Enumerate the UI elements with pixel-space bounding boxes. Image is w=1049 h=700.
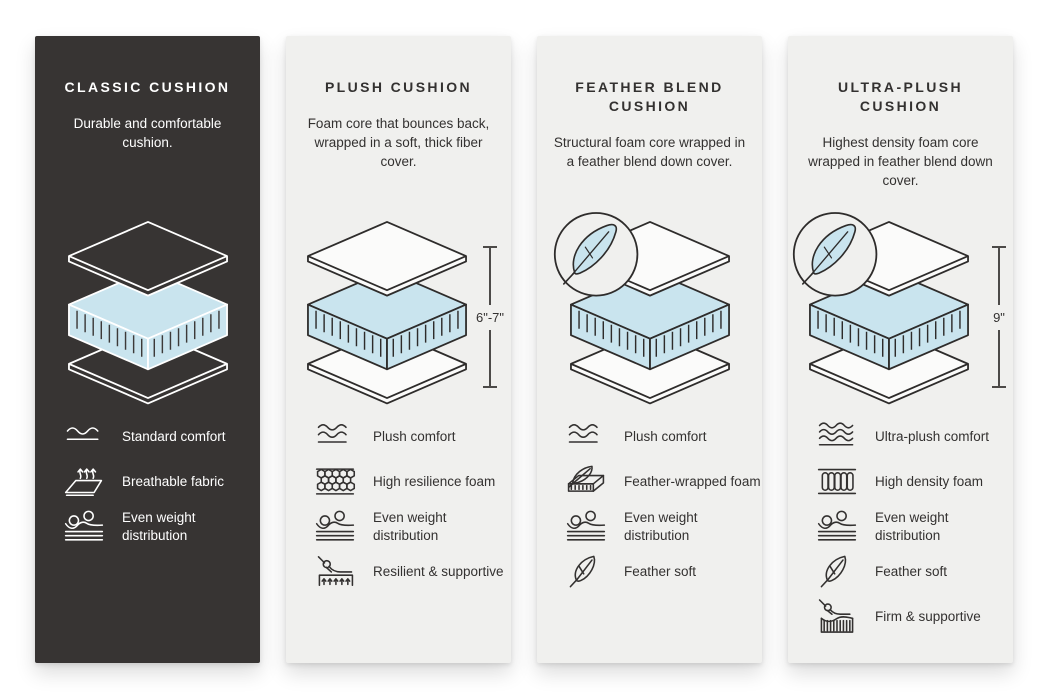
honeycomb-icon	[312, 463, 358, 500]
feature-label: Breathable fabric	[122, 473, 225, 489]
dimension-line	[489, 248, 491, 305]
feature-row	[61, 504, 260, 549]
feature-row	[312, 504, 511, 549]
cushion-illustration	[286, 204, 511, 406]
layered-cushion-graphic	[790, 204, 988, 407]
thickness-label: 9"	[993, 309, 1005, 325]
panel-description: Foam core that bounces back, wrapped in a soft, thick fiber cover.	[307, 115, 490, 170]
thickness-label: 6"-7"	[475, 309, 504, 325]
dimension-line	[998, 330, 1000, 387]
feature-label: Even weight distribution	[624, 510, 698, 543]
layered-cushion-graphic	[49, 204, 247, 407]
feather-icon	[814, 553, 860, 590]
feature-row	[814, 459, 1013, 504]
cushion-illustration	[788, 204, 1013, 406]
feature-label: Ultra-plush comfort	[875, 428, 990, 444]
even-weight-icon	[563, 508, 609, 545]
thickness-dimension	[476, 246, 504, 388]
density-foam-icon	[814, 463, 860, 500]
cushion-illustration	[35, 204, 260, 406]
dimension-line	[998, 248, 1000, 305]
feature-label: High density foam	[875, 473, 984, 489]
panel-ultra-plush-cushion	[788, 36, 1013, 663]
feature-row	[61, 414, 260, 459]
panel-title: PLUSH CUSHION	[324, 79, 473, 95]
thickness-dimension	[992, 246, 1006, 388]
person-mattress-icon	[814, 598, 860, 635]
feature-list	[788, 414, 1013, 639]
feature-list	[35, 414, 260, 549]
cushion-illustration	[537, 204, 762, 406]
panel-header	[35, 76, 260, 204]
feature-row	[814, 504, 1013, 549]
layered-cushion-graphic	[551, 204, 749, 407]
feather-foam-icon	[563, 463, 609, 500]
feather-icon	[563, 553, 609, 590]
panel-description: Structural foam core wrapped in a feather blend down cover.	[553, 134, 746, 169]
feature-label: High resilience foam	[373, 473, 496, 489]
feature-label: Even weight distribution	[122, 510, 196, 543]
even-weight-icon	[814, 508, 860, 545]
feature-row	[563, 549, 762, 594]
feature-label: Feather-wrapped foam	[624, 473, 761, 489]
panel-title: ULTRA-PLUSH CUSHION	[838, 79, 963, 114]
waves-3-icon	[814, 418, 860, 455]
waves-1-icon	[61, 418, 107, 455]
feature-row	[814, 549, 1013, 594]
panel-classic-cushion	[35, 36, 260, 663]
feature-label: Standard comfort	[122, 428, 226, 444]
panel-feather-blend-cushion	[537, 36, 762, 663]
feature-row	[312, 459, 511, 504]
dimension-cap-bottom	[992, 386, 1006, 388]
feature-row	[61, 459, 260, 504]
feature-list	[286, 414, 511, 594]
even-weight-icon	[61, 508, 107, 545]
feature-row	[814, 414, 1013, 459]
dimension-line	[489, 330, 491, 387]
panel-title: CLASSIC CUSHION	[64, 79, 231, 95]
panel-plush-cushion	[286, 36, 511, 663]
feature-label: Resilient & supportive	[373, 563, 504, 579]
feature-row	[312, 549, 511, 594]
waves-2-icon	[563, 418, 609, 455]
person-arrows-icon	[312, 553, 358, 590]
even-weight-icon	[312, 508, 358, 545]
breathable-icon	[61, 463, 107, 500]
panel-title: FEATHER BLEND CUSHION	[575, 79, 724, 114]
panel-description: Durable and comfortable cushion.	[73, 115, 222, 151]
feature-label: Feather soft	[875, 563, 948, 579]
dimension-cap-bottom	[483, 386, 497, 388]
layered-cushion-graphic	[288, 204, 486, 407]
panel-header	[537, 76, 762, 204]
feature-row	[563, 459, 762, 504]
feature-label: Firm & supportive	[875, 608, 981, 624]
feature-label: Even weight distribution	[875, 510, 949, 543]
feature-row	[814, 594, 1013, 639]
feature-label: Plush comfort	[624, 428, 707, 444]
feature-row	[312, 414, 511, 459]
panel-description: Highest density foam core wrapped in feather blend down cover.	[808, 134, 993, 189]
panel-header	[788, 76, 1013, 204]
feature-row	[563, 504, 762, 549]
feature-label: Even weight distribution	[373, 510, 447, 543]
feature-row	[563, 414, 762, 459]
feature-label: Plush comfort	[373, 428, 456, 444]
waves-2-icon	[312, 418, 358, 455]
feature-list	[537, 414, 762, 594]
panel-header	[286, 76, 511, 204]
feature-label: Feather soft	[624, 563, 697, 579]
